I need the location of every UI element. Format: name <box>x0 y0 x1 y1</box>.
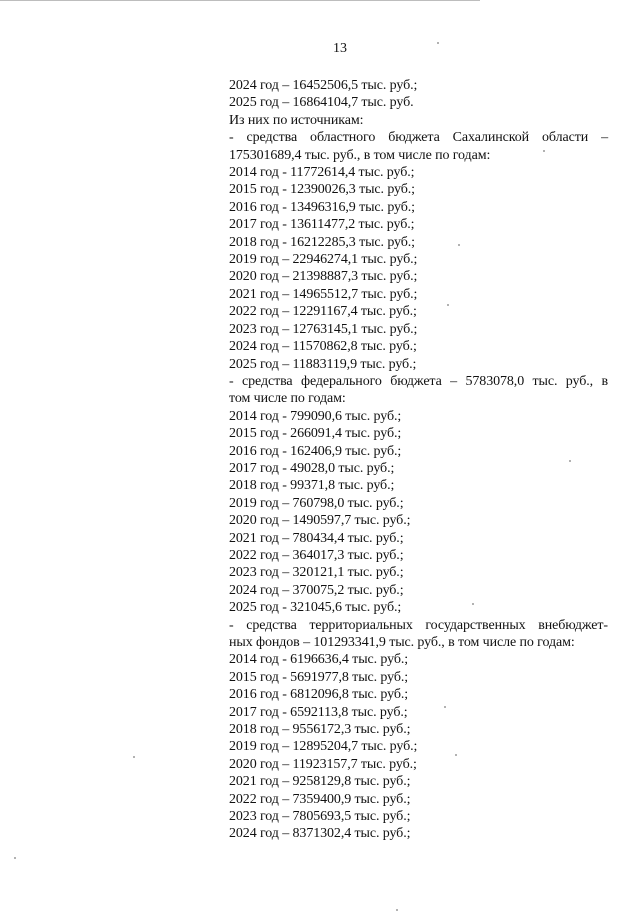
text-line: 2016 год - 13496316,9 тыс. руб.; <box>229 199 415 215</box>
text-line: - средства областного бюджета Сахалинской области – <box>229 130 608 146</box>
text-line: 2020 год – 1490597,7 тыс. руб.; <box>229 513 411 529</box>
scan-speck <box>569 460 571 462</box>
scan-speck <box>396 909 398 911</box>
text-line: 2024 год – 11570862,8 тыс. руб.; <box>229 339 417 355</box>
text-line: 2020 год – 11923157,7 тыс. руб.; <box>229 756 417 772</box>
text-line: 2025 год - 321045,6 тыс. руб.; <box>229 600 402 616</box>
text-line: 175301689,4 тыс. руб., в том числе по годам: <box>229 147 491 163</box>
text-line: 2021 год – 780434,4 тыс. руб.; <box>229 530 404 546</box>
text-line: 2021 год – 9258129,8 тыс. руб.; <box>229 774 411 790</box>
scan-speck <box>14 857 16 859</box>
text-line: 2017 год - 49028,0 тыс. руб.; <box>229 460 395 476</box>
scan-speck <box>444 706 446 708</box>
text-line: 2022 год – 12291167,4 тыс. руб.; <box>229 304 417 320</box>
scan-speck <box>458 244 460 246</box>
text-line: 2019 год – 12895204,7 тыс. руб.; <box>229 739 418 755</box>
text-line: 2019 год – 760798,0 тыс. руб.; <box>229 495 404 511</box>
text-line: 2023 год – 7805693,5 тыс. руб.; <box>229 809 411 825</box>
text-line: 2015 год - 12390026,3 тыс. руб.; <box>229 182 415 198</box>
text-line: ных фондов – 101293341,9 тыс. руб., в том числе по годам: <box>229 635 575 650</box>
text-line: 2024 год – 16452506,5 тыс. руб.; <box>229 78 418 93</box>
text-line: 2014 год - 799090,6 тыс. руб.; <box>229 408 402 424</box>
text-line: Из них по источникам: <box>229 112 364 128</box>
text-line: 2025 год – 11883119,9 тыс. руб.; <box>229 356 417 372</box>
text-line: 2016 год - 162406,9 тыс. руб.; <box>229 443 402 459</box>
text-line: 2018 год - 16212285,3 тыс. руб.; <box>229 234 415 250</box>
text-line: 2018 год - 99371,8 тыс. руб.; <box>229 478 395 494</box>
text-line: - средства территориальных государственных внебюджет- <box>229 617 608 633</box>
text-line: 2014 год - 6196636,4 тыс. руб.; <box>229 652 409 668</box>
scan-speck <box>543 150 545 152</box>
scan-speck <box>472 603 474 605</box>
text-line: 2018 год – 9556172,3 тыс. руб.; <box>229 722 411 738</box>
scan-top-edge <box>0 0 480 1</box>
text-line: 2015 год - 5691977,8 тыс. руб.; <box>229 669 409 685</box>
page-number: 13 <box>333 41 347 56</box>
text-line: 2023 год – 12763145,1 тыс. руб.; <box>229 321 418 337</box>
text-line: - средства федерального бюджета – 5783078,0 тыс. руб., в <box>229 373 608 389</box>
text-line: 2024 год – 370075,2 тыс. руб.; <box>229 582 404 598</box>
text-line: 2014 год - 11772614,4 тыс. руб.; <box>229 165 415 181</box>
text-line: 2024 год – 8371302,4 тыс. руб.; <box>229 826 411 842</box>
text-line: 2015 год - 266091,4 тыс. руб.; <box>229 426 402 442</box>
text-line: 2025 год – 16864104,7 тыс. руб. <box>229 95 414 111</box>
text-line: 2023 год – 320121,1 тыс. руб.; <box>229 565 404 581</box>
text-line: 2022 год – 364017,3 тыс. руб.; <box>229 547 404 563</box>
scan-speck <box>455 754 457 756</box>
text-line: 2016 год - 6812096,8 тыс. руб.; <box>229 687 409 703</box>
scan-speck <box>447 304 449 306</box>
text-line: 2017 год - 6592113,8 тыс. руб.; <box>229 704 408 720</box>
document-body <box>229 77 608 843</box>
scan-speck <box>437 42 439 44</box>
text-line: 2020 год – 21398887,3 тыс. руб.; <box>229 269 418 285</box>
text-line: 2022 год – 7359400,9 тыс. руб.; <box>229 791 411 807</box>
text-line: 2019 год – 22946274,1 тыс. руб.; <box>229 252 418 268</box>
text-line: 2021 год – 14965512,7 тыс. руб.; <box>229 286 418 302</box>
scan-speck <box>133 756 135 758</box>
text-line: том числе по годам: <box>229 391 346 407</box>
text-line: 2017 год - 13611477,2 тыс. руб.; <box>229 217 415 233</box>
